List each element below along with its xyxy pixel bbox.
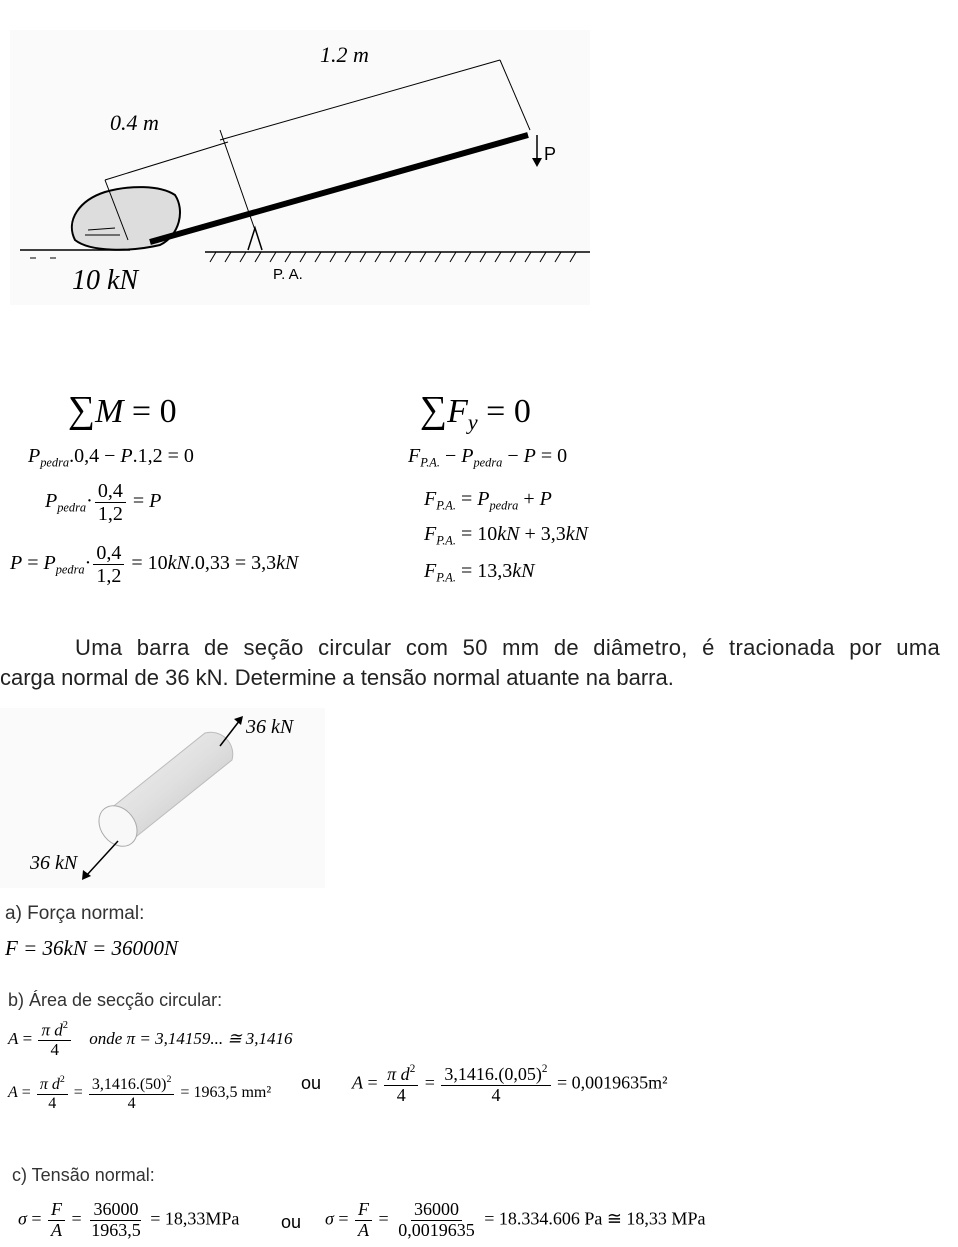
part-c-label: c) Tensão normal: bbox=[12, 1165, 155, 1185]
dim-line-short bbox=[105, 142, 228, 180]
fulcrum bbox=[248, 228, 262, 250]
area-result-mm: = 1963,5 mm² bbox=[180, 1084, 272, 1102]
force-eq-3: $F_{P.A.} = 10kN + 3,3kN$ bbox=[424, 523, 588, 548]
area-eq-m: A = $\frac{\pi d^2}{4}$ = $\frac{3,1416.(0,05)^2}{4}$ = 0,0019635m² bbox=[352, 1063, 668, 1105]
force-label-p: P bbox=[544, 144, 557, 164]
ground-hatching bbox=[210, 252, 576, 262]
area-formula: A = $\frac{\pi d^2}{4}$ onde π = 3,14159... ≅ 3,1416 bbox=[8, 1020, 293, 1060]
force-arrow-top-head bbox=[234, 716, 243, 725]
moment-eq-1: $P_{pedra}.0,4 - P.1,2 = 0$ bbox=[28, 445, 194, 470]
force-arrow-bottom bbox=[86, 841, 118, 876]
lever-drawing bbox=[10, 30, 590, 305]
force-eq-2: $F_{P.A.} = P_{pedra} + P$ bbox=[424, 488, 552, 513]
moment-equations bbox=[0, 380, 420, 610]
stress-result-1: = 18,33MPa bbox=[150, 1208, 240, 1229]
moment-heading: ∑M = 0 bbox=[68, 389, 177, 431]
problem-line-2: carga normal de 36 kN. Determine a tensão normal atuante na barra. bbox=[0, 665, 674, 690]
part-a-label: a) Força normal: bbox=[5, 903, 145, 924]
lever-figure bbox=[10, 30, 590, 305]
stress-eq-pa: σ = $\frac{F}{A}$ = $\frac{36000}{0,0019635}$ = 18.334.606 Pa ≅ 18,33 MPa bbox=[325, 1199, 706, 1240]
force-arrow-top bbox=[220, 720, 240, 746]
lever-bar bbox=[150, 135, 528, 242]
dimension-label-long: 1.2 m bbox=[320, 42, 369, 67]
force-eq-1: $F_{P.A.} - P_{pedra} - P = 0$ bbox=[408, 445, 568, 470]
area-eq-mm: A = $\frac{\pi d^2}{4}$ = $\frac{3,1416.(50)^2}{4}$ = 1963,5 mm² bbox=[8, 1074, 272, 1112]
moment-eq-3: $P = P_{pedra}\cdot$ $\frac{0,4}{1,2}$ = 10kN.0,33 = 3,3kN bbox=[10, 542, 299, 587]
force-arrow-head bbox=[532, 158, 542, 167]
force-equations bbox=[400, 380, 700, 610]
part-b-label: b) Área de secção circular: bbox=[8, 990, 223, 1010]
force-eq-4: $F_{P.A.} = 13,3kN$ bbox=[424, 560, 535, 585]
force-heading: $\sum F_y = 0$ bbox=[420, 389, 531, 435]
dim-line-long bbox=[220, 60, 500, 140]
stress-result-2: = 18.334.606 Pa ≅ 18,33 MPa bbox=[484, 1208, 706, 1229]
force-label-bottom: 36 kN bbox=[30, 852, 78, 874]
or-label-c: ou bbox=[281, 1212, 302, 1232]
problem-line-1: Uma barra de seção circular com 50 mm de diâmetro, é tracionada por uma bbox=[75, 635, 940, 660]
area-result-m: = 0,0019635m² bbox=[557, 1072, 668, 1093]
dimension-label-short: 0.4 m bbox=[110, 110, 159, 135]
pi-note: onde π = 3,14159... ≅ 3,1416 bbox=[89, 1028, 293, 1048]
problem-statement bbox=[0, 635, 940, 691]
part-a-equation: F = 36kN = 36000N bbox=[5, 936, 179, 960]
force-label-top: 36 kN bbox=[246, 716, 294, 738]
pivot-label: P. A. bbox=[273, 266, 303, 283]
or-label-b: ou bbox=[301, 1073, 322, 1093]
stress-eq-mpa: σ = $\frac{F}{A}$ = $\frac{36000}{1963,5}$ = 18,33MPa bbox=[18, 1199, 240, 1240]
bar-figure bbox=[0, 708, 325, 888]
ext-line-3 bbox=[500, 60, 530, 130]
moment-eq-2: $P_{pedra}\cdot$ $\frac{0,4}{1,2}$ = P bbox=[45, 480, 162, 525]
weight-label: 10 kN bbox=[72, 265, 139, 296]
